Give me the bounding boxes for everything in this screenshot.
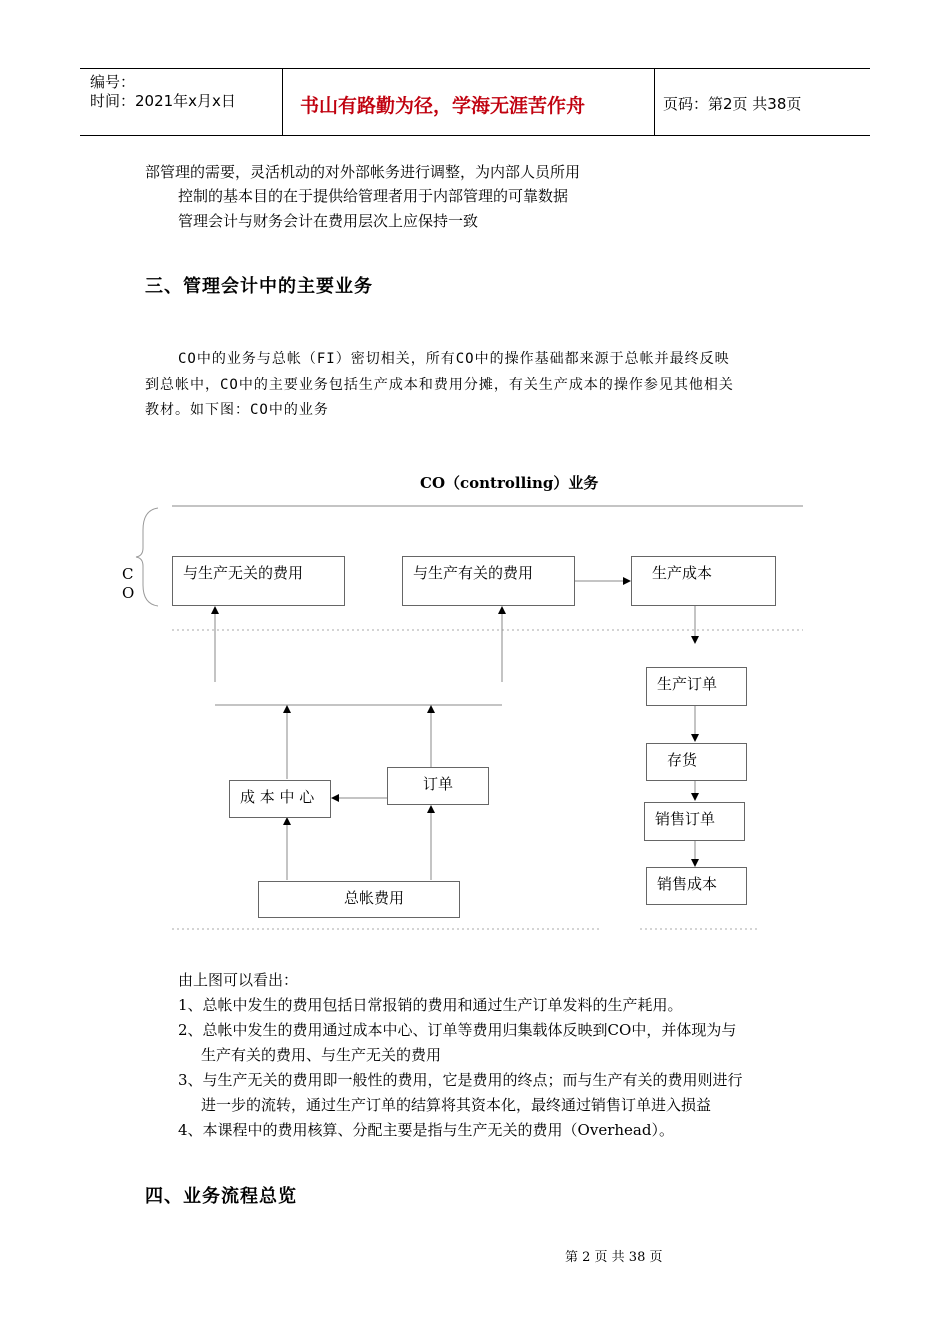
section-3-title: 三、管理会计中的主要业务	[145, 276, 373, 297]
box-gl-cost: 总帐费用	[258, 881, 460, 918]
conclusion-item-2: 2、总帐中发生的费用通过成本中心、订单等费用归集载体反映到CO中，并体现为与	[178, 1021, 737, 1039]
conclusion-item-2-cont: 生产有关的费用、与生产无关的费用	[201, 1046, 442, 1064]
box-cost-center: 成 本 中 心	[229, 780, 331, 818]
header-time-label: 时间：2021年x月x日	[90, 92, 236, 110]
box-related-cost: 与生产有关的费用	[402, 556, 575, 606]
box-inventory: 存货	[646, 743, 747, 781]
conclusion-item-3-cont: 进一步的流转，通过生产订单的结算将其资本化，最终通过销售订单进入损益	[201, 1096, 712, 1114]
conclusion-item-1: 1、总帐中发生的费用包括日常报销的费用和通过生产订单发料的生产耗用。	[178, 996, 683, 1014]
page-footer: 第 2 页 共 38 页	[565, 1250, 663, 1265]
conclusion-item-3: 3、与生产无关的费用即一般性的费用，它是费用的终点；而与生产有关的费用则进行	[178, 1071, 743, 1089]
header-page-label: 页码：第2页 共38页	[663, 95, 802, 113]
co-label-c: C	[122, 565, 134, 583]
section-3-para-line-2: 到总帐中，CO中的主要业务包括生产成本和费用分摊，有关生产成本的操作参见其他相关	[145, 377, 734, 393]
header-motto: 书山有路勤为径，学海无涯苦作舟	[300, 95, 586, 117]
conclusion-item-4: 4、本课程中的费用核算、分配主要是指与生产无关的费用（Overhead）。	[178, 1121, 674, 1139]
co-label-o: O	[122, 584, 135, 602]
section-4-title: 四、业务流程总览	[145, 1186, 297, 1207]
section-3-para-line-1: CO中的业务与总帐（FI）密切相关，所有CO中的操作基础都来源于总帐并最终反映	[178, 351, 730, 367]
diagram-title: CO（controlling）业务	[420, 474, 599, 492]
conclusions-lead: 由上图可以看出：	[178, 971, 299, 989]
box-unrelated-cost: 与生产无关的费用	[172, 556, 345, 606]
header-number-label: 编号：	[90, 73, 136, 91]
intro-line-2: 控制的基本目的在于提供给管理者用于内部管理的可靠数据	[178, 187, 569, 205]
box-production-order: 生产订单	[646, 667, 747, 706]
box-order: 订单	[387, 767, 489, 805]
intro-line-1: 部管理的需要，灵活机动的对外部帐务进行调整，为内部人员所用	[145, 163, 581, 181]
box-production-cost: 生产成本	[631, 556, 776, 606]
section-3-para-line-3: 教材。如下图：CO中的业务	[145, 402, 329, 418]
box-sales-cost: 销售成本	[646, 867, 747, 905]
intro-line-3: 管理会计与财务会计在费用层次上应保持一致	[178, 212, 479, 230]
box-sales-order: 销售订单	[644, 802, 745, 841]
